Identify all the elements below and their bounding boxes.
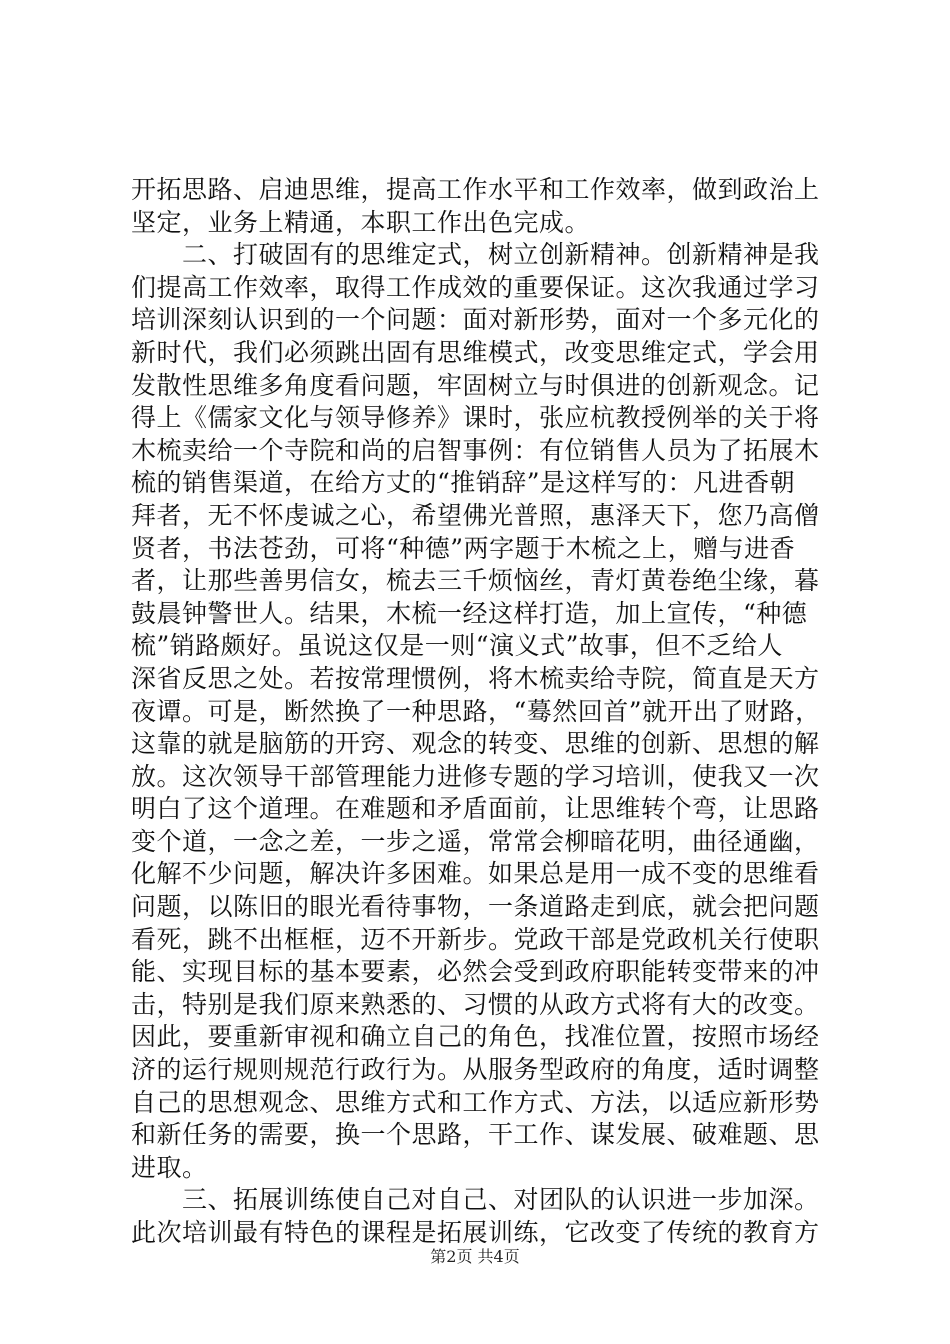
text-line: 得上《儒家文化与领导修养》课时，张应杭教授例举的关于将 xyxy=(131,403,820,433)
page-number-footer: 第2页 共4页 xyxy=(430,1247,520,1266)
text-line: 拜者，无不怀虔诚之心，希望佛光普照，惠泽天下，您乃高僧 xyxy=(131,500,820,530)
text-line: 和新任务的需要，换一个思路，干工作、谋发展、破难题、思 xyxy=(131,1120,820,1150)
text-line: 三、拓展训练使自己对自己、对团队的认识进一步加深。 xyxy=(131,1185,820,1215)
text-line: 发散性思维多角度看问题，牢固树立与时俱进的创新观念。记 xyxy=(131,370,820,400)
text-line: 放。这次领导干部管理能力进修专题的学习培训，使我又一次 xyxy=(131,761,820,791)
text-line: 鼓晨钟警世人。结果，木梳一经这样打造，加上宣传，“种德 xyxy=(131,598,808,628)
text-line: 此次培训最有特色的课程是拓展训练，它改变了传统的教育方 xyxy=(131,1218,820,1247)
text-line: 进取。 xyxy=(131,1152,208,1182)
text-line: 坚定，业务上精通，本职工作出色完成。 xyxy=(131,207,591,237)
text-line: 看死，跳不出框框，迈不开新步。党政干部是党政机关行使职 xyxy=(131,924,820,954)
text-line: 梳”销路颇好。虽说这仅是一则“演义式”故事，但不乏给人 xyxy=(131,631,783,661)
text-line: 新时代，我们必须跳出固有思维模式，改变思维定式，学会用 xyxy=(131,337,820,367)
document-body xyxy=(131,174,821,1250)
text-line: 能、实现目标的基本要素，必然会受到政府职能转变带来的冲 xyxy=(131,957,820,987)
text-line: 开拓思路、启迪思维，提高工作水平和工作效率，做到政治上 xyxy=(131,175,820,204)
text-line: 夜谭。可是，断然换了一种思路，“蓦然回首”就开出了财路， xyxy=(131,696,821,726)
text-line: 这靠的就是脑筋的开窍、观念的转变、思维的创新、思想的解 xyxy=(131,729,820,759)
text-line: 变个道，一念之差，一步之遥，常常会柳暗花明，曲径通幽， xyxy=(131,826,820,856)
text-line: 深省反思之处。若按常理惯例，将木梳卖给寺院，简直是天方 xyxy=(131,663,820,693)
text-line: 木梳卖给一个寺院和尚的启智事例：有位销售人员为了拓展木 xyxy=(131,435,820,465)
text-line: 明白了这个道理。在难题和矛盾面前，让思维转个弯，让思路 xyxy=(131,794,820,824)
text-line: 培训深刻认识到的一个问题：面对新形势，面对一个多元化的 xyxy=(131,305,820,335)
text-line: 化解不少问题，解决许多困难。如果总是用一成不变的思维看 xyxy=(131,859,820,889)
text-line: 们提高工作效率，取得工作成效的重要保证。这次我通过学习 xyxy=(131,272,820,302)
text-line: 二、打破固有的思维定式，树立创新精神。创新精神是我 xyxy=(131,240,820,270)
text-line: 者，让那些善男信女，梳去三千烦恼丝，青灯黄卷绝尘缘，暮 xyxy=(131,566,820,596)
text-line: 因此，要重新审视和确立自己的角色，找准位置，按照市场经 xyxy=(131,1022,820,1052)
text-line: 梳的销售渠道，在给方丈的“推销辞”是这样写的：凡进香朝 xyxy=(131,468,796,498)
text-line: 济的运行规则规范行政行为。从服务型政府的角度，适时调整 xyxy=(131,1055,820,1085)
text-line: 自己的思想观念、思维方式和工作方式、方法，以适应新形势 xyxy=(131,1087,820,1117)
text-line: 击，特别是我们原来熟悉的、习惯的从政方式将有大的改变。 xyxy=(131,989,820,1019)
text-line: 问题，以陈旧的眼光看待事物，一条道路走到底，就会把问题 xyxy=(131,892,820,922)
text-line: 贤者，书法苍劲，可将“种德”两字题于木梳之上，赠与进香 xyxy=(131,533,796,563)
